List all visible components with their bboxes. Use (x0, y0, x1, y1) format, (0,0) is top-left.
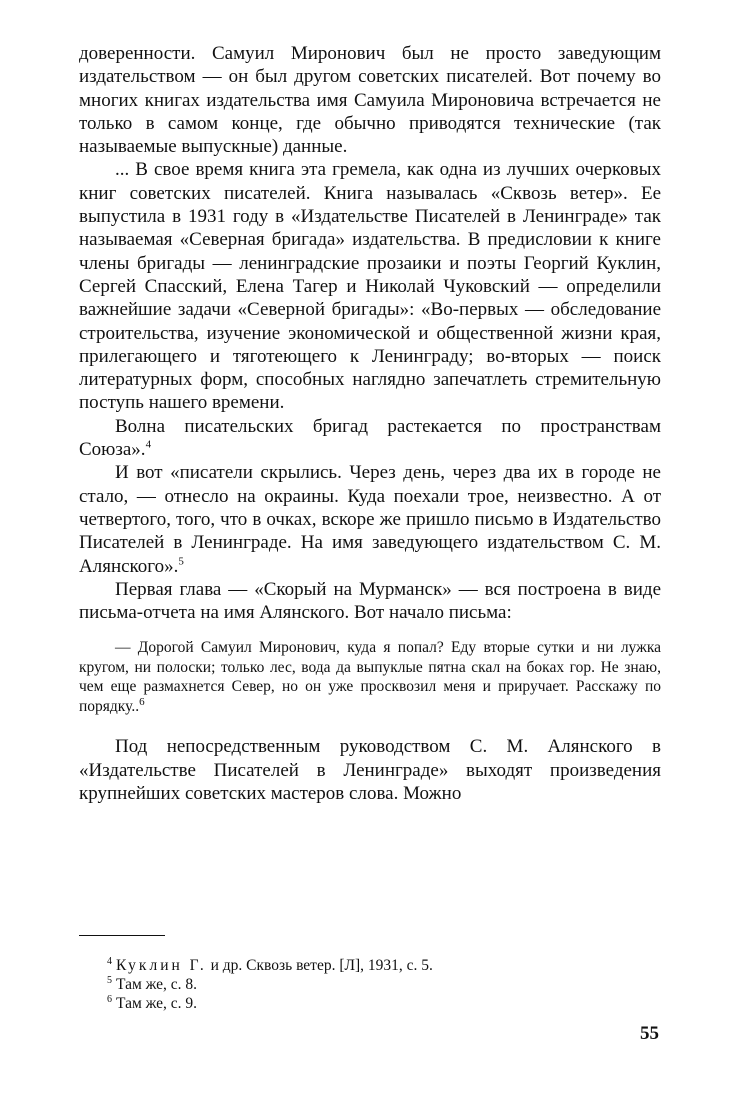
paragraph-6-text: Под непосредственным руководством С. М. Алянского в «Издательстве Писателей в Ленинграде» выходят произведения крупнейших советских мастеров слова. Можно (79, 736, 661, 805)
paragraph-4 (79, 461, 661, 577)
footnote-number: 5 (107, 974, 112, 986)
footnote-5 (107, 975, 433, 994)
footnote-6 (107, 994, 433, 1013)
footnote-text: Там же, с. 8. (116, 976, 198, 993)
footnote-divider (79, 935, 165, 936)
main-text (79, 42, 661, 805)
paragraph-6 (79, 735, 661, 805)
page-number: 55 (640, 1023, 659, 1044)
paragraph-3-text: Волна писательских бригад растекается по пространствам Союза». (79, 415, 661, 461)
footnote-author: Куклин Г. (116, 957, 207, 974)
footnote-text: Там же, с. 9. (116, 995, 198, 1012)
footnote-text: и др. Сквозь ветер. [Л], 1931, с. 5. (206, 957, 433, 974)
paragraph-3 (79, 415, 661, 462)
quote-text: — Дорогой Самуил Миронович, куда я попал? Еду вторые сутки и ни лужка кругом, ни полоски; только лес, вода да выпуклые пятна скал на боках гор. Не знаю, чем еще размахнется Север, но он уже просквозил меня и приручает. Расскажу по порядку.. (79, 639, 661, 715)
letter-quote (79, 638, 661, 716)
quote-paragraph (79, 638, 661, 716)
footnote-ref-6[interactable]: 6 (139, 695, 145, 708)
footnotes (107, 956, 433, 1013)
footnote-number: 6 (107, 993, 112, 1005)
footnote-ref-5[interactable]: 5 (178, 555, 184, 568)
paragraph-5-text: Первая глава — «Скорый на Мурманск» — вся построена в виде письма-отчета на имя Алянского. Вот начало письма: (79, 578, 661, 624)
paragraph-4-text: И вот «писатели скрылись. Через день, через два их в городе не стало, — отнесло на окраины. Куда поехали трое, неизвестно. А от четвертого, того, что в очках, вскоре же пришло письмо в Издательство Писателей в Ленинграде. На имя заведующего издательством С. М. Алянского». (79, 462, 661, 577)
paragraph-2 (79, 158, 661, 414)
footnote-4 (107, 956, 433, 975)
paragraph-1-text: доверенности. Самуил Миронович был не просто заведующим издательством — он был другом советских писателей. Вот почему во многих книгах издательства имя Самуила Мироновича встречается не только в самом конце, где обычно приводятся технические (так называемые выпускные) данные. (79, 43, 661, 158)
paragraph-1 (79, 42, 661, 158)
paragraph-5 (79, 578, 661, 625)
footnote-number: 4 (107, 955, 112, 967)
footnote-ref-4[interactable]: 4 (145, 438, 152, 451)
paragraph-2-text: ... В свое время книга эта гремела, как одна из лучших очерковых книг советских писателей. Книга называлась «Сквозь ветер». Ее выпустила в 1931 году в «Издательстве Писателей в Ленинграде» так называемая «Северная бригада» издательства. В предисловии к книге члены бригады — ленинградские прозаики и поэты Георгий Куклин, Сергей Спасский, Елена Тагер и Николай Чуковский — определили важнейшие задачи «Северной бригады»: «Во-первых — обследование строительства, изучение экономической и общественной жизни края, прилегающего и тяготеющего к Ленинграду; во-вторых — поиск литературных форм, способных наглядно запечатлеть стремительную поступь нашего времени. (79, 159, 661, 414)
